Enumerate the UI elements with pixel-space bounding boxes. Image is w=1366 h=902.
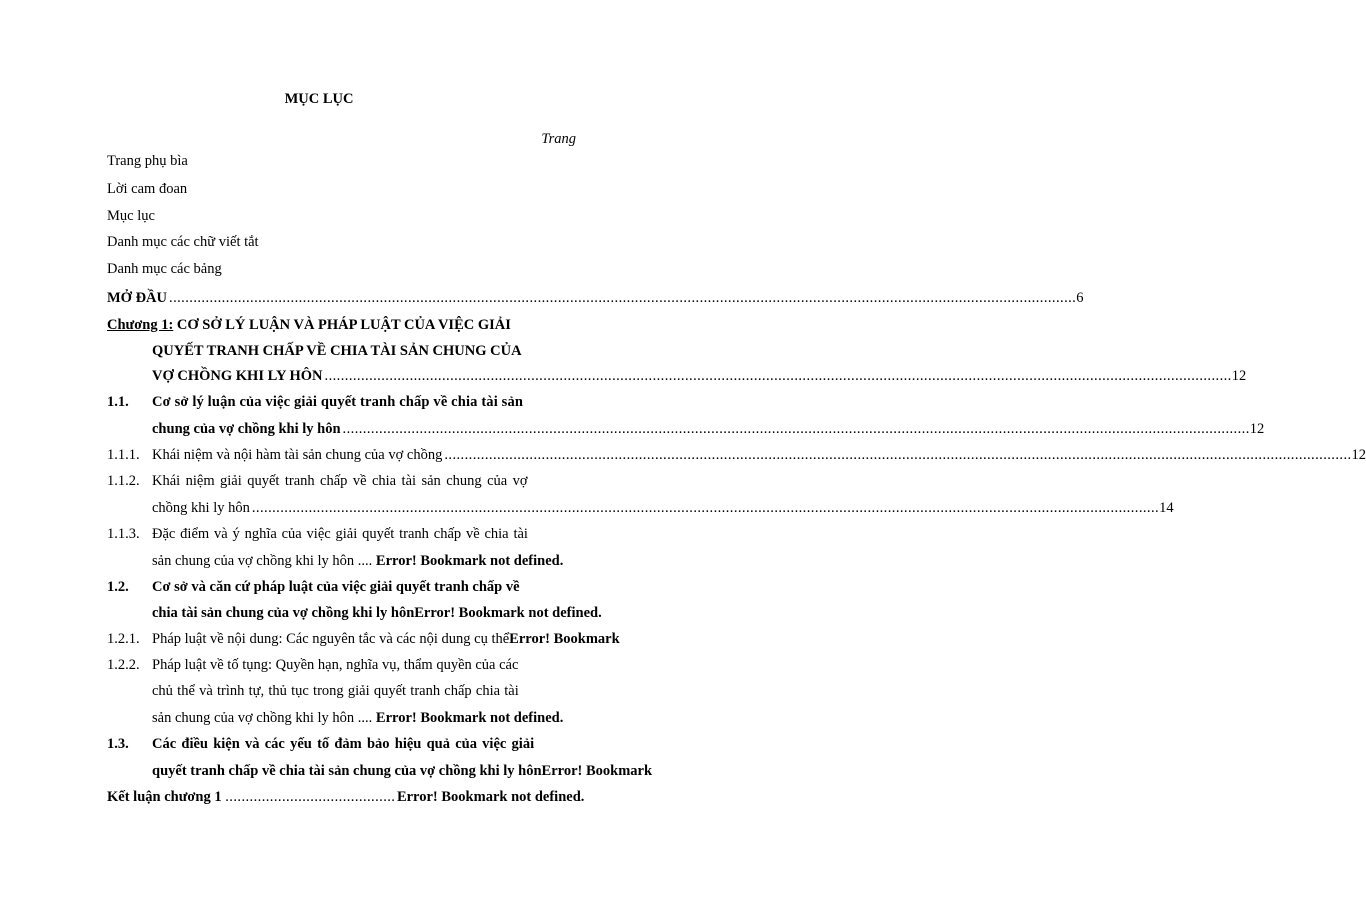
dot-leader xyxy=(444,446,1349,464)
bookmark-error: Error! Bookmark not defined. xyxy=(375,553,564,569)
toc-entry-1-3-end[interactable] xyxy=(152,762,652,780)
toc-entry-1-2-1[interactable] xyxy=(152,630,620,648)
section-title: Pháp luật về nội dung: Các nguyên tắc và các nội dung cụ thể xyxy=(152,631,510,647)
front-item-tables[interactable]: Danh mục các bảng xyxy=(107,261,222,277)
toc-entry-1-1-3-end[interactable] xyxy=(152,552,563,570)
dot-leader: . . . . . . . . . . . . . . . . . . . . . . . . . . . . . . . . . . . . . . . . . . xyxy=(225,789,394,805)
section-title-line3: sản chung của vợ chồng khi ly hôn xyxy=(152,710,355,726)
toc-entry-mo-dau[interactable] xyxy=(107,289,1084,307)
toc-page-number: 12 xyxy=(1351,447,1366,463)
toc-entry-1-2-2[interactable]: Pháp luật về tố tụng: Quyền hạn, nghĩa vụ, thẩm quyền của các xyxy=(152,657,519,673)
dot-leader xyxy=(169,289,1074,307)
toc-entry-label: MỞ ĐẦU xyxy=(107,290,168,306)
section-number: 1.2.1. xyxy=(107,631,140,647)
toc-entry-1-1[interactable]: Cơ sở lý luận của việc giải quyết tranh chấp về chia tài sản xyxy=(152,394,524,410)
toc-entry-1-1-2[interactable]: Khái niệm giải quyết tranh chấp về chia tài sản chung của vợ xyxy=(152,473,528,489)
dot-leader: .... xyxy=(357,710,373,726)
toc-entry-chapter-1[interactable] xyxy=(107,316,511,334)
section-number: 1.2. xyxy=(107,579,129,595)
chapter-title-line3: VỢ CHỒNG KHI LY HÔN xyxy=(152,368,323,384)
section-number: 1.1.2. xyxy=(107,473,140,489)
toc-page-number: 14 xyxy=(1159,500,1174,516)
section-title: Khái niệm và nội hàm tài sản chung của vợ chồng xyxy=(152,447,443,463)
toc-entry-chapter-1-end[interactable] xyxy=(152,367,1247,385)
front-item-contents[interactable]: Mục lục xyxy=(107,208,155,224)
toc-entry-1-1-1[interactable] xyxy=(152,446,1366,464)
bookmark-error: Error! Bookmark xyxy=(509,631,620,647)
toc-entry-label: Kết luận chương 1 xyxy=(107,789,222,805)
section-number: 1.3. xyxy=(107,736,129,752)
front-item-declaration[interactable]: Lời cam đoan xyxy=(107,181,188,197)
front-item-abbreviations[interactable]: Danh mục các chữ viết tắt xyxy=(107,234,259,250)
section-number: 1.2.2. xyxy=(107,657,140,673)
front-item-cover[interactable]: Trang phụ bìa xyxy=(107,153,188,169)
chapter-title-line2: QUYẾT TRANH CHẤP VỀ CHIA TÀI SẢN CHUNG CỦA xyxy=(152,343,522,359)
bookmark-error: Error! Bookmark not defined. xyxy=(396,789,585,805)
dot-leader xyxy=(343,420,1248,438)
bookmark-error: Error! Bookmark xyxy=(541,763,653,779)
section-number: 1.1.3. xyxy=(107,526,140,542)
toc-entry-1-1-2-end[interactable] xyxy=(152,499,1174,517)
toc-entry-ket-luan[interactable] xyxy=(107,788,584,806)
toc-page-number: 6 xyxy=(1076,290,1084,306)
section-number: 1.1. xyxy=(107,394,129,410)
toc-entry-1-1-3[interactable]: Đặc điểm và ý nghĩa của việc giải quyết tranh chấp về chia tài xyxy=(152,526,528,542)
toc-entry-1-2[interactable]: Cơ sở và căn cứ pháp luật của việc giải quyết tranh chấp về xyxy=(152,579,520,595)
bookmark-error: Error! Bookmark not defined. xyxy=(375,710,564,726)
section-title-line2: sản chung của vợ chồng khi ly hôn xyxy=(152,553,355,569)
toc-page-number: 12 xyxy=(1249,421,1265,437)
chapter-title-line1: CƠ SỞ LÝ LUẬN VÀ PHÁP LUẬT CỦA VIỆC GIẢI xyxy=(173,317,511,333)
dot-leader: .... xyxy=(357,553,373,569)
page-column-label: Trang xyxy=(541,131,576,147)
toc-entry-1-2-end[interactable] xyxy=(152,604,602,622)
chapter-prefix: Chương 1: xyxy=(107,317,174,333)
section-title-line2: chia tài sản chung của vợ chồng khi ly hôn xyxy=(152,605,415,621)
dot-leader xyxy=(325,367,1230,385)
dot-leader xyxy=(252,499,1157,517)
section-title-line2: quyết tranh chấp về chia tài sản chung của vợ chồng khi ly hôn xyxy=(152,763,542,779)
page-title: MỤC LỤC xyxy=(284,91,354,107)
section-title-line2: chung của vợ chồng khi ly hôn xyxy=(152,421,341,437)
section-title-line2: chủ thể và trình tự, thủ tục trong giải quyết tranh chấp chia tài xyxy=(152,683,519,699)
toc-entry-1-1-end[interactable] xyxy=(152,420,1265,438)
section-title-line2: chồng khi ly hôn xyxy=(152,500,250,516)
toc-entry-1-3[interactable]: Các điều kiện và các yếu tố đảm bảo hiệu quả của việc giải xyxy=(152,736,535,752)
section-number: 1.1.1. xyxy=(107,447,140,463)
toc-entry-1-2-2-end[interactable] xyxy=(152,709,563,727)
bookmark-error: Error! Bookmark not defined. xyxy=(414,605,602,621)
toc-page-number: 12 xyxy=(1231,368,1247,384)
